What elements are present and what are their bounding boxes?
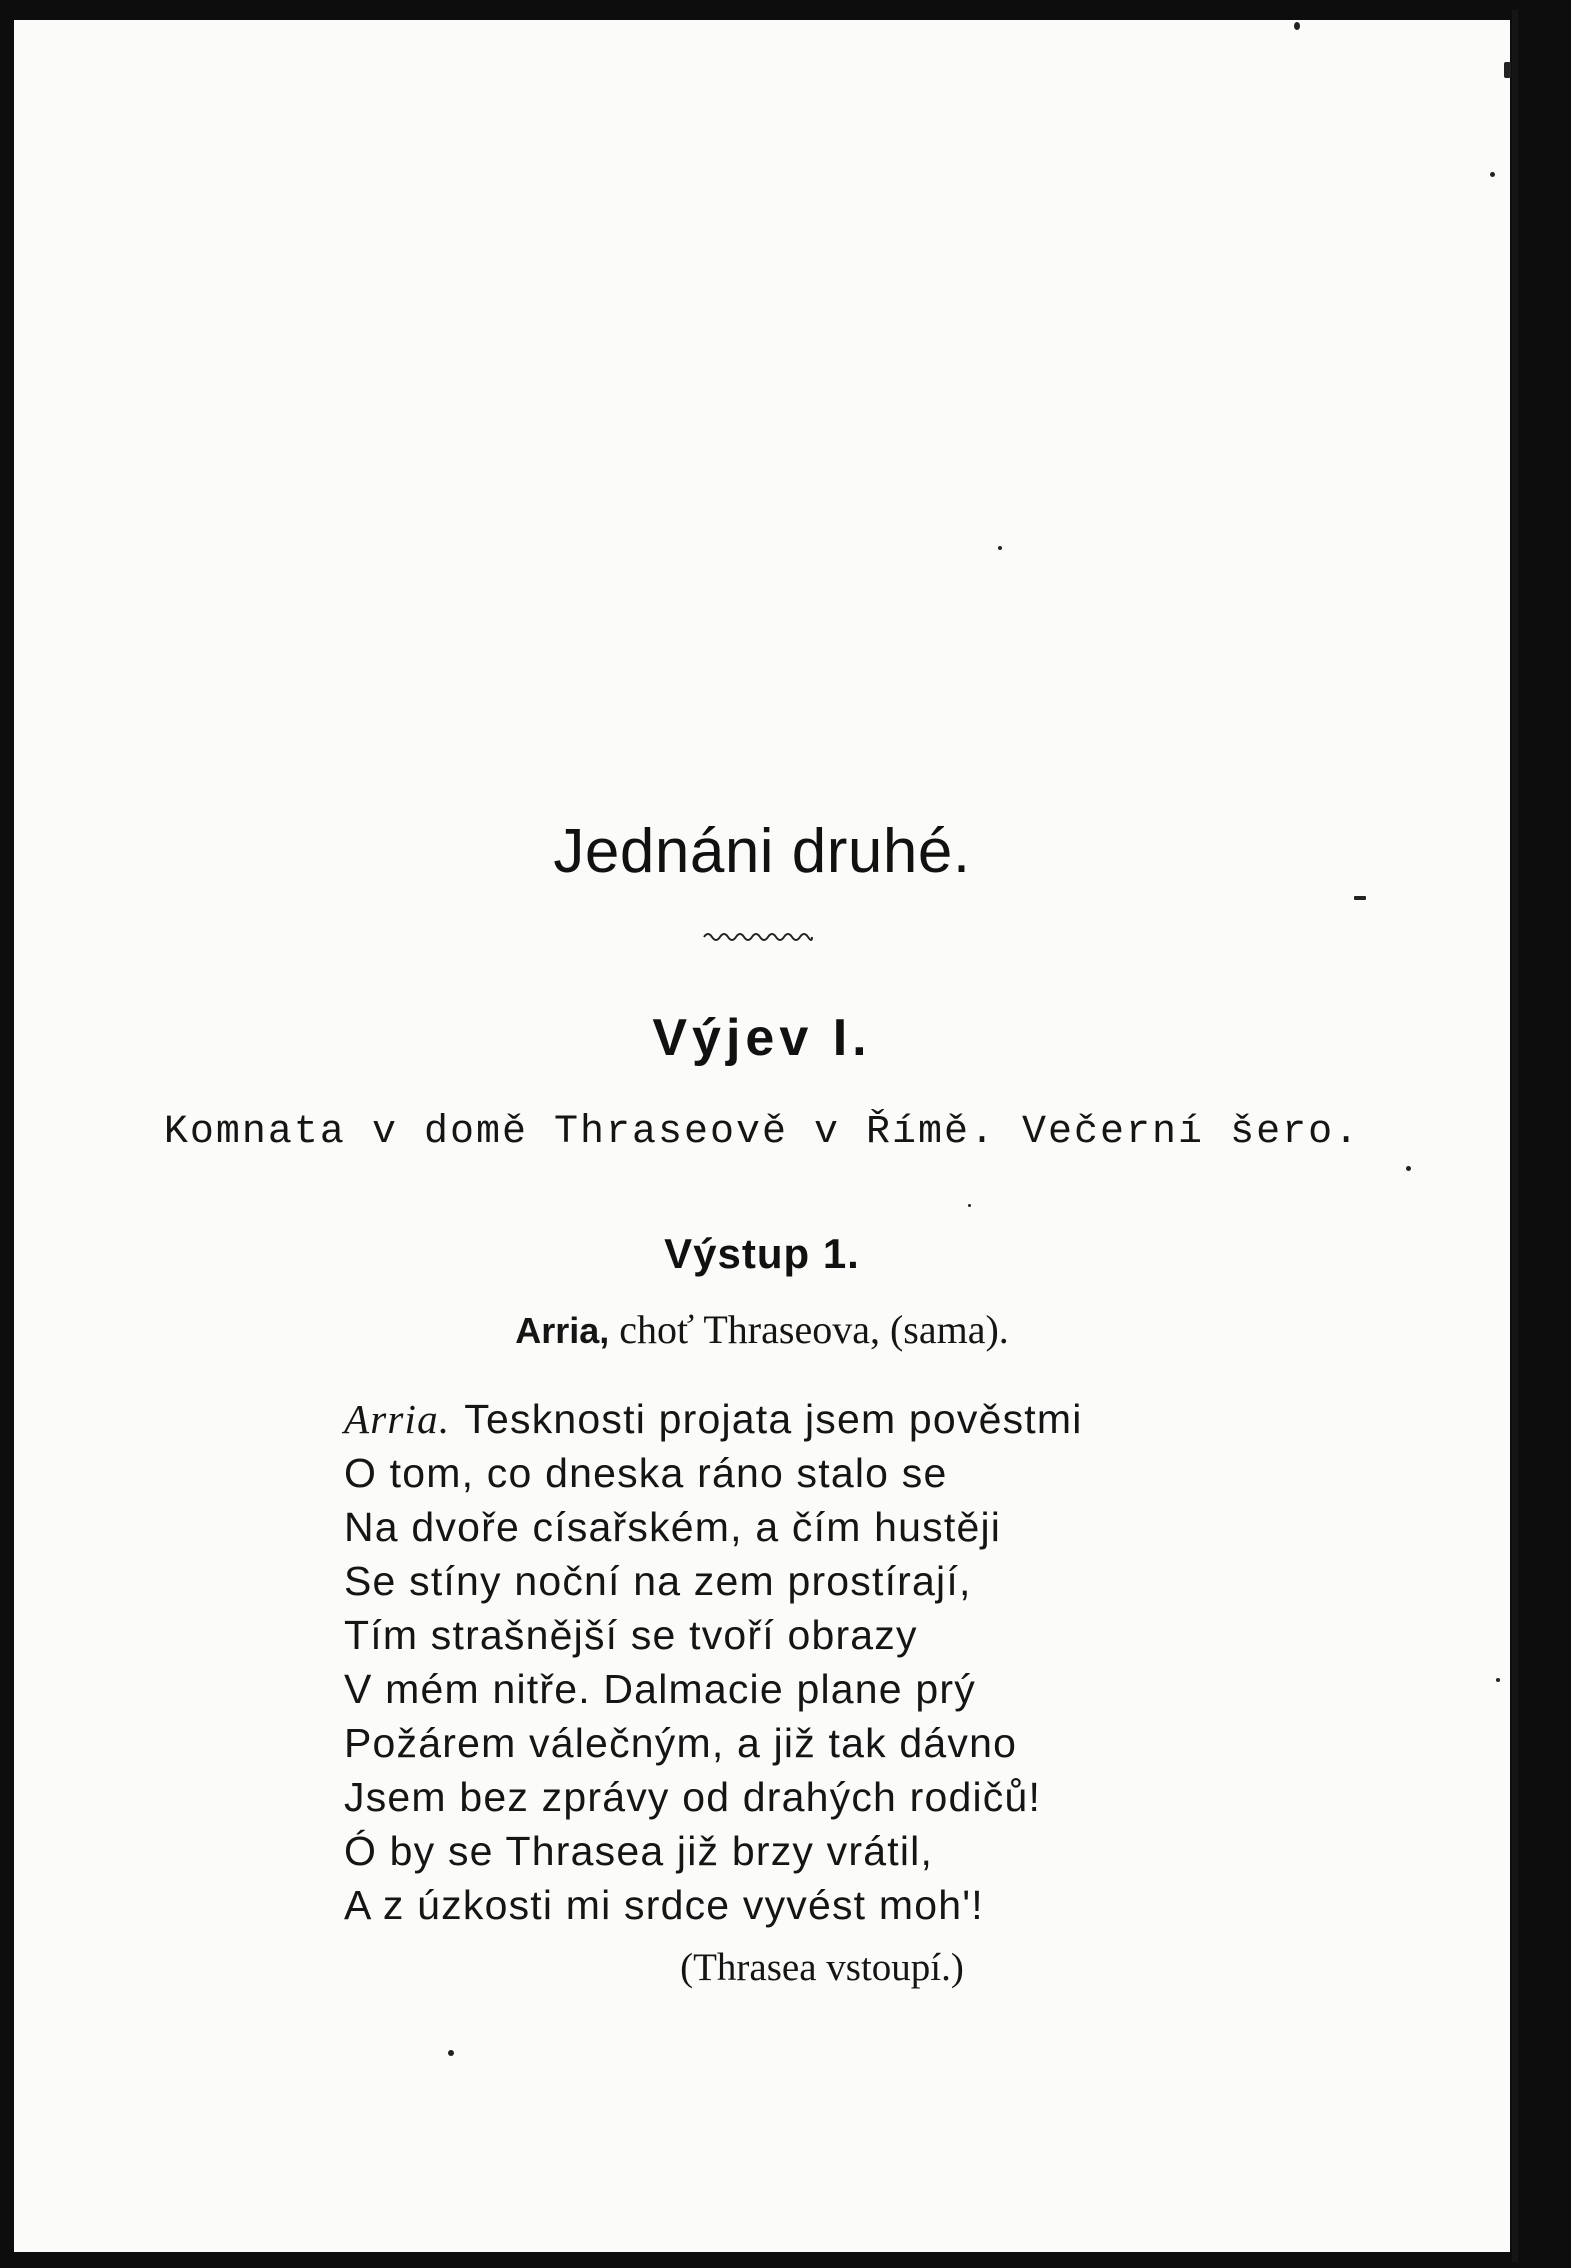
stage-direction: (Thrasea vstoupí.) xyxy=(680,1946,964,1989)
character-description: choť Thraseova, (sama). xyxy=(609,1307,1009,1352)
dust-speck xyxy=(968,1204,971,1207)
verse-line: Se stíny noční na zem prostírají, xyxy=(344,1558,972,1604)
verse-line: V mém nitře. Dalmacie plane prý xyxy=(344,1666,976,1712)
dust-speck xyxy=(1294,22,1300,30)
dust-speck xyxy=(998,546,1002,550)
appearance-title: Výstup 1. xyxy=(664,1230,860,1277)
act-title: Jednáni druhé. xyxy=(553,817,971,886)
scene-title: Výjev I. xyxy=(652,1009,872,1067)
dust-speck xyxy=(1354,896,1366,900)
verse-line: Požárem válečným, a již tak dávno xyxy=(344,1720,1018,1766)
speaker-name: Arria. xyxy=(344,1396,451,1442)
character-name: Arria, xyxy=(515,1310,610,1351)
verse-line: Jsem bez zprávy od drahých rodičů! xyxy=(344,1774,1042,1820)
verse-line: Tím strašnější se tvoří obrazy xyxy=(344,1612,918,1658)
dust-speck xyxy=(1496,1678,1500,1682)
wavy-ornament xyxy=(702,928,814,944)
verse-line: Ó by se Thrasea již brzy vrátil, xyxy=(344,1828,934,1874)
dust-speck xyxy=(1490,172,1495,177)
scene-setting: Komnata v domě Thraseově v Římě. Večerní šero. xyxy=(163,1110,1361,1155)
scan-edge-line xyxy=(1512,10,1518,2262)
book-page xyxy=(14,20,1510,2252)
dust-speck xyxy=(448,2050,454,2056)
character-list xyxy=(14,1306,1510,1353)
verse-line-text: Tesknosti projata jsem pověstmi xyxy=(464,1396,1083,1442)
verse-line: O tom, co dneska ráno stalo se xyxy=(344,1450,948,1496)
verse-block xyxy=(344,1392,1083,1932)
verse-line xyxy=(344,1392,1083,1446)
dust-speck xyxy=(1406,1166,1411,1171)
verse-line: Na dvoře císařském, a čím hustěji xyxy=(344,1504,1002,1550)
dust-speck xyxy=(1504,62,1511,78)
verse-line: A z úzkosti mi srdce vyvést moh'! xyxy=(344,1882,984,1928)
